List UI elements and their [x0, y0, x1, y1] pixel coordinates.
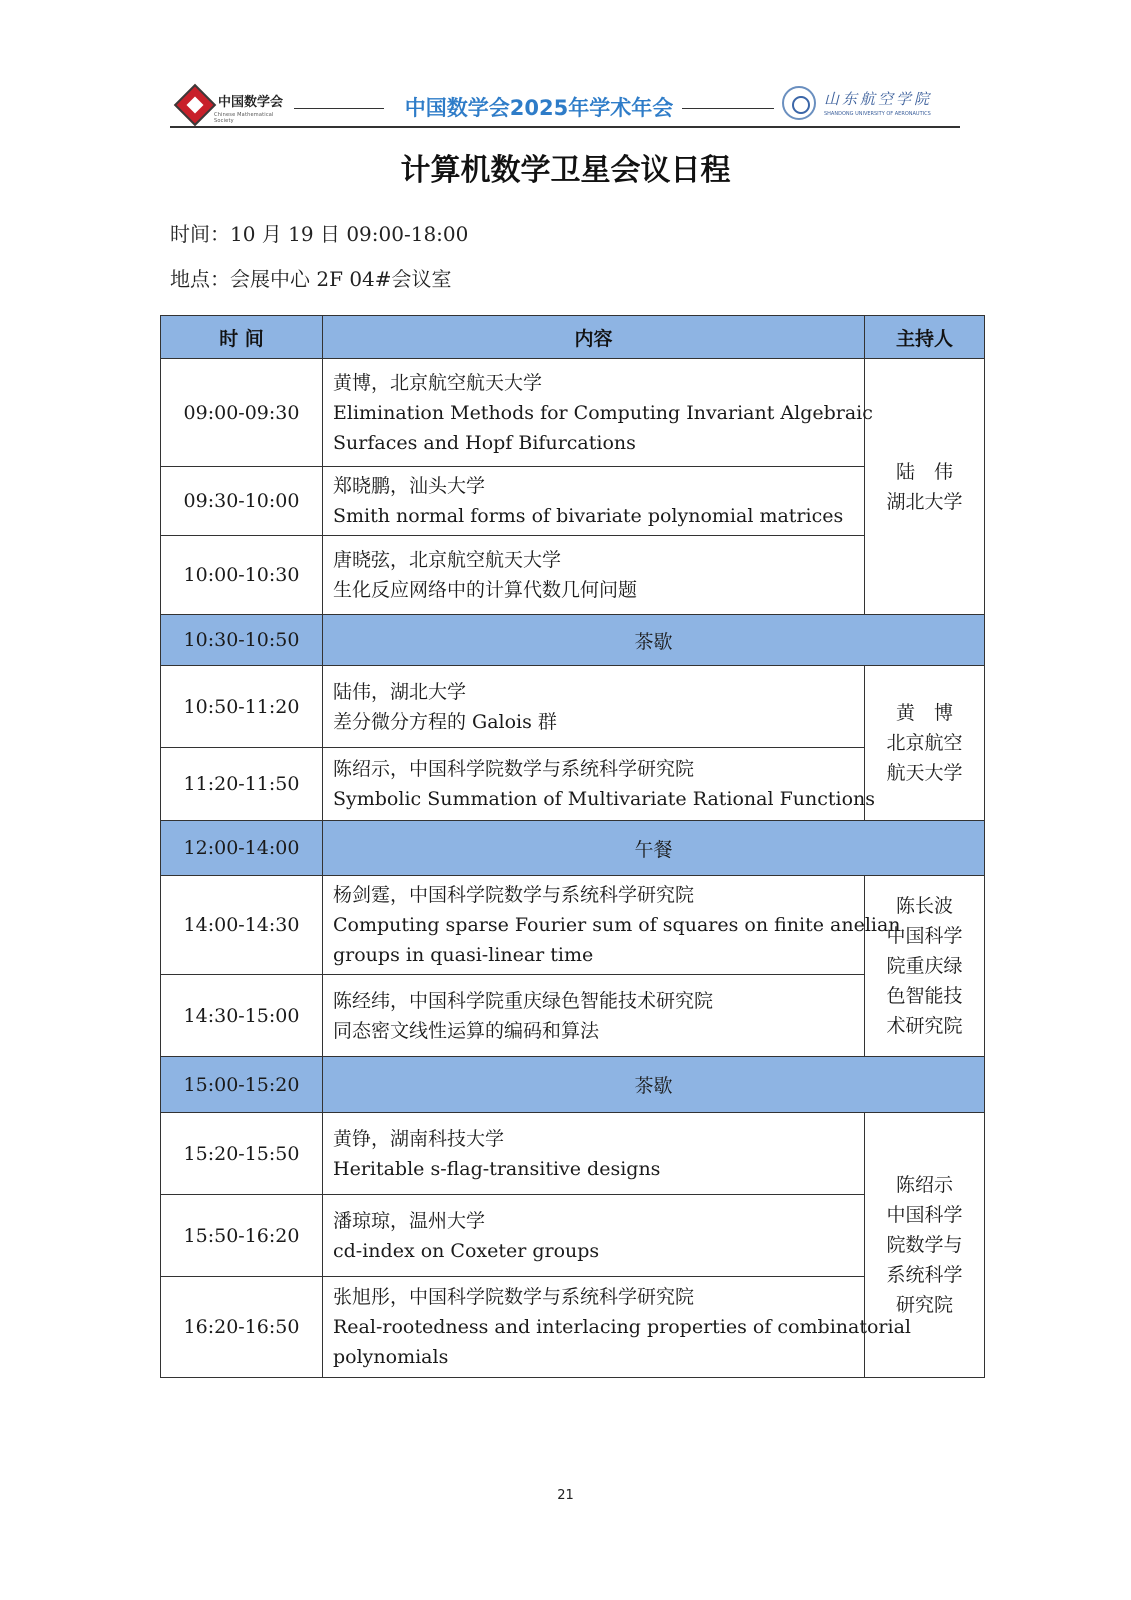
- column-header-host: 主持人: [865, 316, 985, 359]
- talk-cell: [323, 1195, 865, 1277]
- table-row: [161, 975, 985, 1057]
- break-label: 茶歇: [323, 615, 985, 666]
- header-rule: [170, 126, 960, 128]
- table-row: [161, 666, 985, 748]
- talk-title-line: 差分微分方程的 Galois 群: [333, 710, 557, 733]
- host-cell: [865, 359, 985, 615]
- host-affiliation: 北京航空: [886, 732, 963, 754]
- host-affiliation: 航天大学: [886, 762, 963, 784]
- cms-diamond-icon: [174, 84, 216, 126]
- cms-logo-subtext: Chinese Mathematical Society: [214, 112, 274, 124]
- host-name: 陆 伟: [895, 460, 953, 483]
- host-affiliation: 院数学与: [886, 1234, 963, 1256]
- talk-title-line: 生化反应网络中的计算代数几何问题: [333, 579, 638, 601]
- table-header-row: [161, 316, 985, 359]
- meeting-place: 地点：会展中心 2F 04#会议室: [170, 267, 452, 291]
- slot-time: 15:20-15:50: [161, 1113, 323, 1195]
- talk-title-line: Computing sparse Fourier sum of squares on finite anelian: [333, 914, 901, 936]
- talk-speaker: 潘琼琼，温州大学: [333, 1209, 486, 1232]
- header-line-right: [682, 108, 774, 109]
- talk-title-line: groups in quasi-linear time: [333, 944, 594, 966]
- talk-cell: [323, 876, 901, 975]
- slot-time: 15:50-16:20: [161, 1195, 323, 1277]
- slot-time: 16:20-16:50: [161, 1277, 323, 1378]
- talk-speaker: 张旭彤，中国科学院数学与系统科学研究院: [333, 1286, 695, 1308]
- table-row: [161, 748, 985, 821]
- talk-speaker: 陈绍示，中国科学院数学与系统科学研究院: [333, 758, 695, 780]
- slot-time: 14:30-15:00: [161, 975, 323, 1057]
- host-cell: [865, 876, 985, 1057]
- talk-cell: [323, 1113, 865, 1195]
- schedule-table: [160, 315, 985, 1378]
- page-number: 21: [557, 1488, 574, 1503]
- break-label: 午餐: [323, 821, 985, 876]
- talk-speaker: 郑晓鹏，汕头大学: [333, 475, 486, 497]
- talk-title-line: Surfaces and Hopf Bifurcations: [333, 431, 636, 454]
- table-row: [161, 1277, 985, 1378]
- talk-speaker: 陆伟，湖北大学: [333, 680, 467, 703]
- table-row: [161, 876, 985, 975]
- slot-time: 14:00-14:30: [161, 876, 323, 975]
- host-affiliation: 院重庆绿: [886, 955, 963, 977]
- host-affiliation: 术研究院: [886, 1015, 963, 1037]
- university-emblem-icon: [782, 86, 816, 120]
- slot-time: 10:50-11:20: [161, 666, 323, 748]
- talk-cell: [323, 536, 865, 615]
- break-row: [161, 1057, 985, 1113]
- talk-cell: [323, 359, 873, 467]
- host-affiliation: 湖北大学: [886, 490, 963, 513]
- break-label: 茶歇: [323, 1057, 985, 1113]
- host-name: 陈绍示: [895, 1174, 953, 1196]
- header-line-left: [294, 108, 384, 109]
- page-header: [170, 82, 960, 128]
- talk-title-line: Real-rootedness and interlacing properties of combinatorial: [333, 1316, 911, 1338]
- slot-time: 12:00-14:00: [161, 821, 323, 876]
- column-header-time: 时 间: [161, 316, 323, 359]
- host-affiliation: 系统科学: [886, 1264, 963, 1286]
- host-affiliation: 中国科学: [886, 1204, 963, 1226]
- table-row: [161, 359, 985, 467]
- talk-speaker: 黄博，北京航空航天大学: [333, 371, 543, 394]
- slot-time: 10:00-10:30: [161, 536, 323, 615]
- talk-title-line: Symbolic Summation of Multivariate Rational Functions: [333, 788, 876, 810]
- talk-title-line: polynomials: [333, 1346, 449, 1368]
- table-row: [161, 1195, 985, 1277]
- talk-title-line: Elimination Methods for Computing Invariant Algebraic: [333, 401, 873, 424]
- table-row: [161, 1113, 985, 1195]
- talk-title-line: cd-index on Coxeter groups: [333, 1239, 600, 1262]
- host-affiliation: 中国科学: [886, 925, 963, 947]
- talk-title-line: Heritable s-flag-transitive designs: [333, 1157, 661, 1180]
- talk-speaker: 杨剑霆，中国科学院数学与系统科学研究院: [333, 884, 695, 906]
- slot-time: 09:30-10:00: [161, 467, 323, 536]
- cms-logo: [174, 88, 294, 122]
- document-title: 计算机数学卫星会议日程: [400, 153, 731, 188]
- cms-logo-text: 中国数学会: [218, 95, 284, 110]
- talk-cell: [323, 1277, 911, 1378]
- host-name: 陈长波: [895, 895, 953, 917]
- talk-title-line: 同态密文线性运算的编码和算法: [333, 1019, 600, 1042]
- table-row: [161, 467, 985, 536]
- talk-cell: [323, 467, 865, 536]
- talk-cell: [323, 975, 865, 1057]
- host-name: 黄 博: [895, 702, 953, 724]
- talk-speaker: 黄铮，湖南科技大学: [333, 1127, 505, 1150]
- header-title: 中国数学会2025年学术年会: [404, 96, 674, 120]
- column-header-content: 内容: [323, 316, 865, 359]
- university-logo: [782, 86, 958, 124]
- meeting-time: 时间：10 月 19 日 09:00-18:00: [170, 222, 469, 246]
- slot-time: 15:00-15:20: [161, 1057, 323, 1113]
- talk-title-line: Smith normal forms of bivariate polynomial matrices: [333, 505, 844, 527]
- talk-speaker: 唐晓弦，北京航空航天大学: [333, 549, 562, 571]
- host-cell: [865, 666, 985, 821]
- talk-cell: [323, 666, 865, 748]
- slot-time: 09:00-09:30: [161, 359, 323, 467]
- talk-speaker: 陈经纬，中国科学院重庆绿色智能技术研究院: [333, 989, 714, 1012]
- university-logo-text: 山东航空学院: [824, 90, 933, 108]
- slot-time: 10:30-10:50: [161, 615, 323, 666]
- host-affiliation: 色智能技: [886, 985, 963, 1007]
- slot-time: 11:20-11:50: [161, 748, 323, 821]
- host-affiliation: 研究院: [895, 1294, 953, 1316]
- talk-cell: [323, 748, 876, 821]
- university-logo-subtext: SHANDONG UNIVERSITY OF AERONAUTICS: [824, 111, 931, 117]
- break-row: [161, 615, 985, 666]
- lunch-row: [161, 821, 985, 876]
- table-row: [161, 536, 985, 615]
